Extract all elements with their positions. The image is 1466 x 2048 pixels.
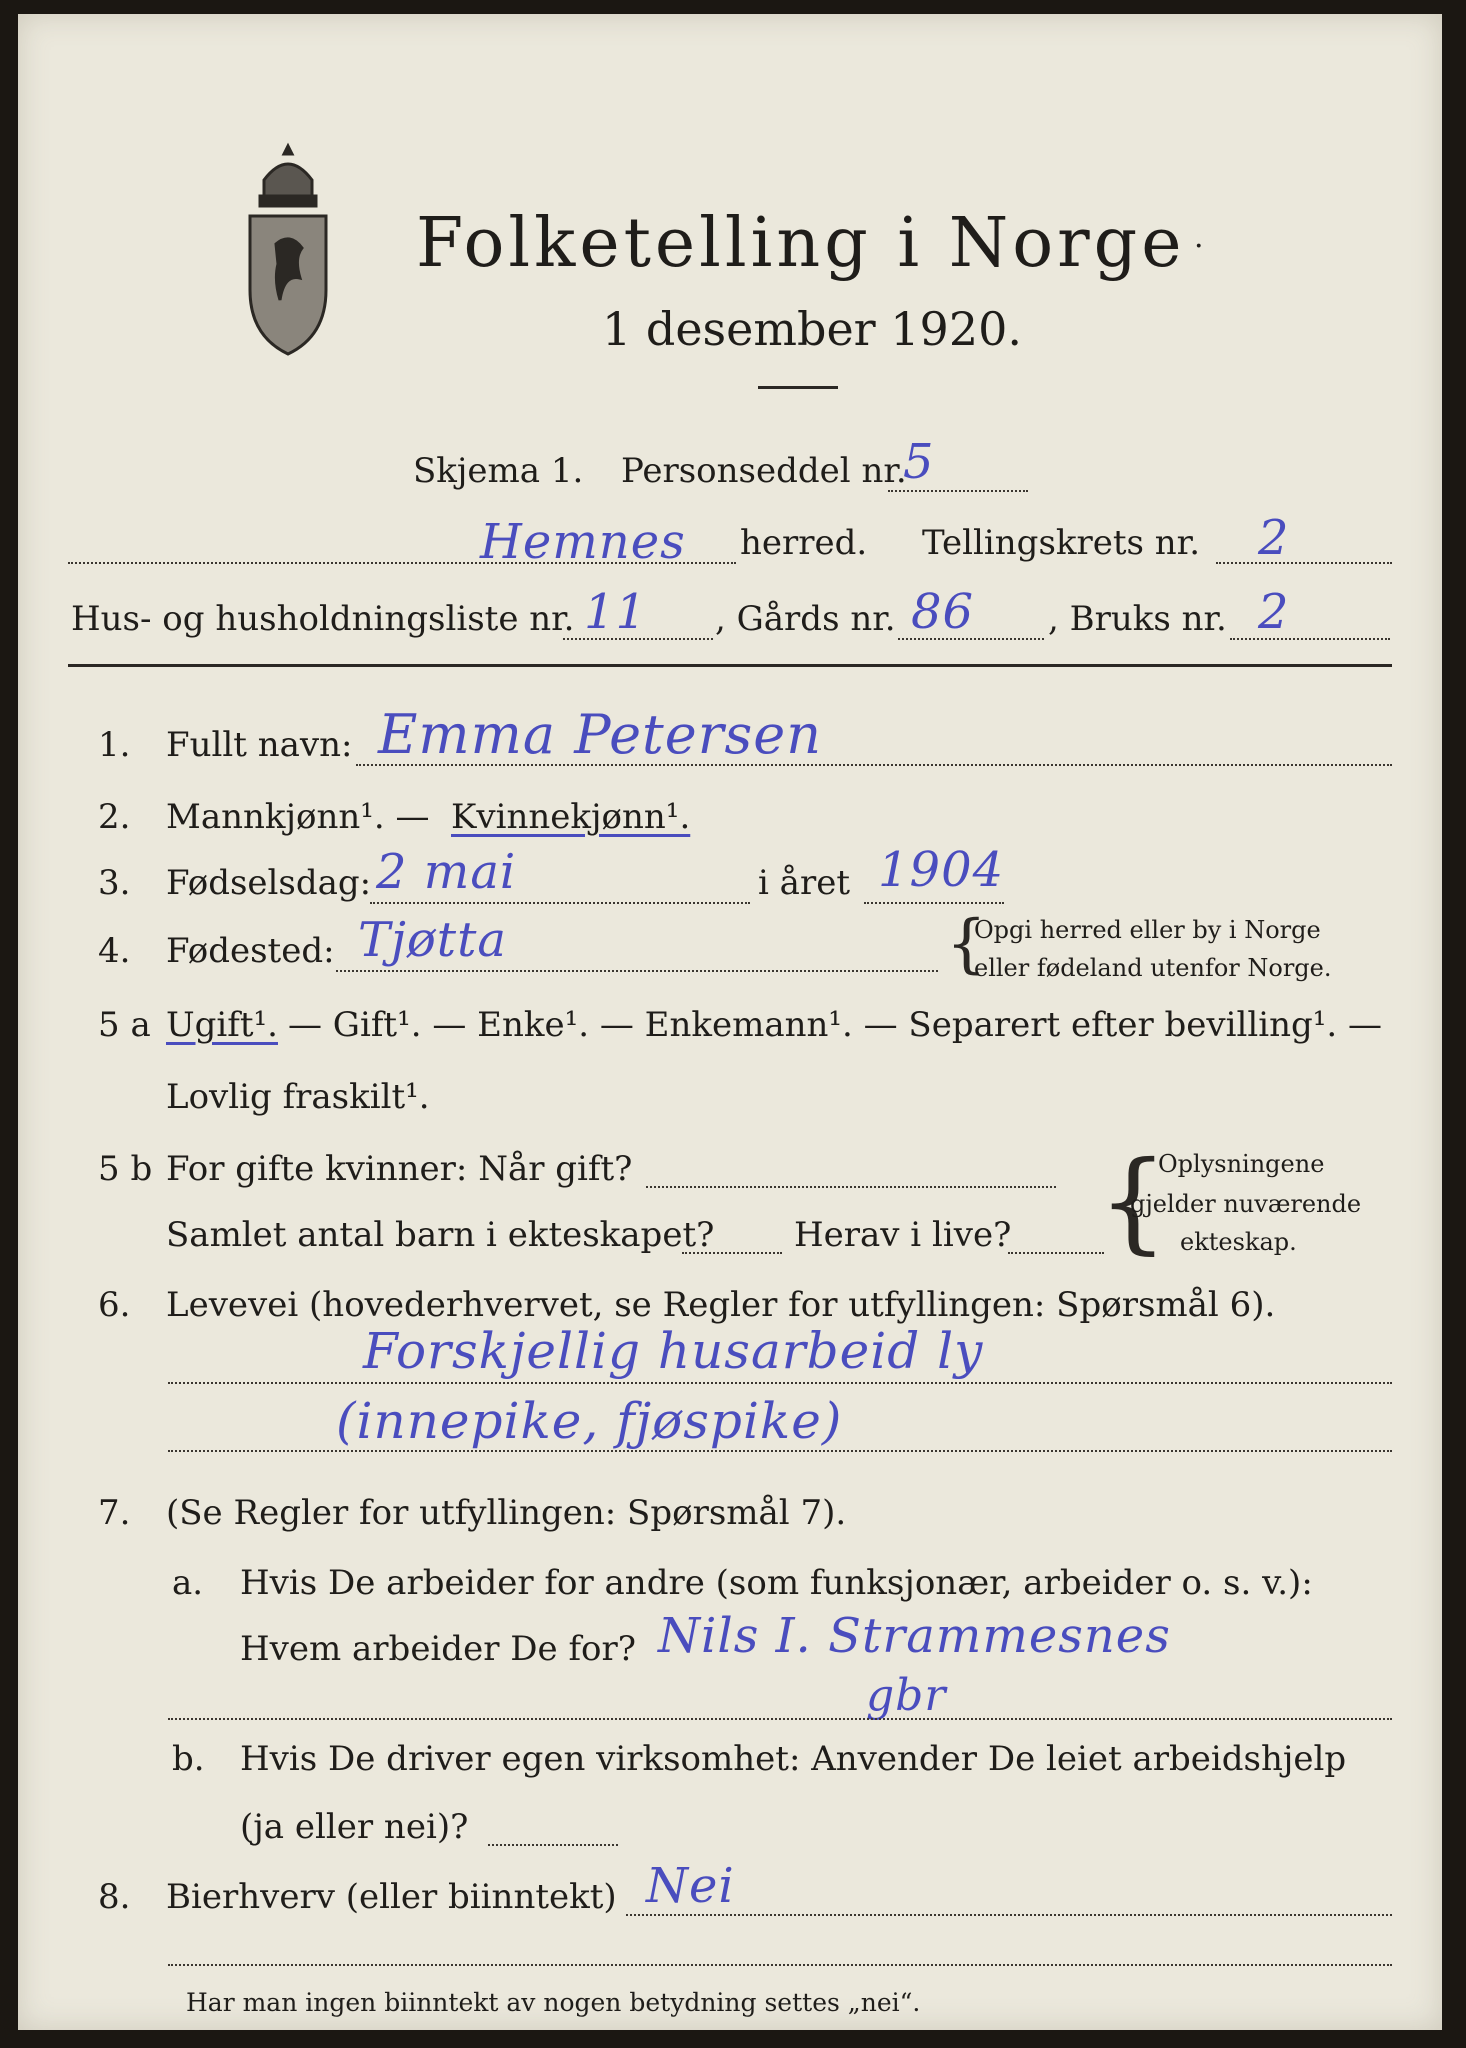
form-title: Folketelling i Norge — [416, 204, 1186, 283]
q5a-number: 5 a — [98, 1005, 151, 1045]
q3-year-line — [864, 902, 1004, 904]
q5a-options: — Gift¹. — Enke¹. — Enkemann¹. — Separert efter bevilling¹. — — [288, 1005, 1383, 1045]
q6-label: Levevei (hovederhvervet, se Regler for utfyllingen: Spørsmål 6). — [166, 1285, 1276, 1325]
q3-label: Fødselsdag: — [166, 863, 372, 903]
q1-value: Emma Petersen — [378, 703, 822, 766]
q3-value: 2 mai — [376, 844, 517, 900]
q4-value: Tjøtta — [358, 912, 507, 968]
q7-number: 7. — [98, 1493, 131, 1533]
q5b-label: For gifte kvinner: Når gift? — [166, 1149, 633, 1189]
title-divider — [758, 386, 838, 389]
q8-line — [626, 1914, 1392, 1916]
q8-number: 8. — [98, 1877, 131, 1917]
q6-line2 — [168, 1450, 1392, 1452]
q7b-line — [488, 1844, 618, 1846]
q6-value-line1: Forskjellig husarbeid ly — [363, 1322, 984, 1380]
q5b-note-line1: Oplysningene — [1158, 1150, 1325, 1178]
q7a-value-suffix: gbr — [866, 1670, 947, 1721]
q7b-line2-label: (ja eller nei)? — [240, 1807, 469, 1847]
herred-value: Hemnes — [480, 514, 686, 570]
q5a-line2: Lovlig fraskilt¹. — [166, 1077, 430, 1117]
q5a-ugift: Ugift¹. — [166, 1005, 278, 1045]
q4-number: 4. — [98, 931, 131, 971]
q5b-married-line — [646, 1186, 1056, 1188]
q8-label: Bierhverv (eller biinntekt) — [166, 1877, 617, 1917]
gards-value: 86 — [911, 584, 975, 640]
q7b-letter: b. — [172, 1739, 205, 1779]
q8-line2 — [168, 1964, 1392, 1966]
tellingskrets-line — [1216, 562, 1392, 564]
q5b-alive-label: Herav i live? — [794, 1215, 1012, 1255]
q2-number: 2. — [98, 797, 131, 837]
personseddel-label: Personseddel nr. — [621, 451, 907, 491]
q3-number: 3. — [98, 863, 131, 903]
norwegian-coat-of-arms-icon — [240, 140, 336, 360]
q7a-label: Hvis De arbeider for andre (som funksjonær, arbeider o. s. v.): — [240, 1563, 1313, 1603]
personseddel-line — [888, 490, 1028, 492]
q5b-note-line3: ekteskap. — [1180, 1228, 1297, 1256]
q3-line — [370, 902, 750, 904]
herred-label: herred. — [740, 523, 868, 563]
personseddel-value: 5 — [903, 434, 935, 490]
q6-value-line2: (innepike, fjøspike) — [336, 1392, 843, 1450]
q1-number: 1. — [98, 725, 131, 765]
decorative-dot: · — [1194, 229, 1204, 264]
q3-year-label: i året — [758, 863, 850, 903]
q7a-line — [168, 1718, 1392, 1720]
q7a-letter: a. — [172, 1563, 204, 1603]
q4-label: Fødested: — [166, 931, 335, 971]
form-date: 1 desember 1920. — [602, 302, 1022, 356]
tellingskrets-label: Tellingskrets nr. — [922, 523, 1201, 563]
q1-label: Fullt navn: — [166, 725, 353, 765]
q5b-number: 5 b — [98, 1149, 153, 1189]
bruks-label: , Bruks nr. — [1048, 599, 1227, 639]
q4-note-line1: Opgi herred eller by i Norge — [974, 916, 1321, 944]
q7b-label: Hvis De driver egen virksomhet: Anvender De leiet arbeidshjelp — [240, 1739, 1347, 1779]
q5b-children-line — [682, 1252, 782, 1254]
tellingskrets-value: 2 — [1258, 510, 1290, 566]
q6-number: 6. — [98, 1285, 131, 1325]
q7a-who-label: Hvem arbeider De for? — [240, 1629, 636, 1669]
q5b-alive-line — [1008, 1252, 1104, 1254]
q6-line1 — [168, 1382, 1392, 1384]
q4-brace: { — [946, 907, 987, 981]
q2-female: Kvinnekjønn¹. — [451, 797, 691, 837]
gards-label: , Gårds nr. — [715, 599, 896, 639]
q5b-children-label: Samlet antal barn i ekteskapet? — [166, 1215, 715, 1255]
bruks-value: 2 — [1258, 584, 1290, 640]
q5b-brace: { — [1098, 1137, 1168, 1265]
q3-year-value: 1904 — [878, 842, 1005, 898]
header-divider — [68, 664, 1392, 667]
q4-note-line2: eller fødeland utenfor Norge. — [974, 954, 1332, 982]
hus-label: Hus- og husholdningsliste nr. — [71, 599, 575, 639]
q8-value: Nei — [646, 1858, 735, 1914]
q4-line — [336, 970, 938, 972]
hus-value: 11 — [584, 584, 648, 640]
schema-label: Skjema 1. — [413, 451, 584, 491]
bruks-line — [1230, 638, 1390, 640]
footer-note: Har man ingen biinntekt av nogen betydning settes „nei“. — [186, 1988, 921, 2017]
q5b-note-line2: gjelder nuværende — [1130, 1190, 1362, 1218]
q2-male: Mannkjønn¹. — — [166, 797, 430, 837]
q7a-value: Nils I. Strammesnes — [658, 1608, 1171, 1664]
q7-label: (Se Regler for utfyllingen: Spørsmål 7). — [166, 1493, 847, 1533]
census-form-sheet — [18, 14, 1442, 2030]
